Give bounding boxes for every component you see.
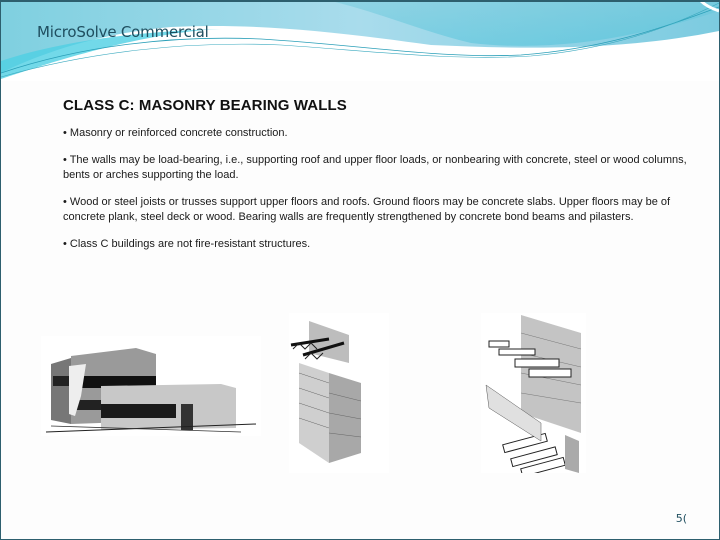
page-number: 5( bbox=[675, 512, 687, 525]
steel-joist-wall-image bbox=[289, 313, 389, 473]
bullet-4: • Class C buildings are not fire-resistant structures. bbox=[63, 238, 311, 250]
brand-title: MicroSolve Commercial bbox=[37, 23, 209, 41]
bullet-1: • Masonry or reinforced concrete construction. bbox=[63, 127, 288, 139]
masonry-building-image bbox=[41, 336, 261, 436]
header-wave-decoration bbox=[1, 1, 719, 81]
wood-joist-wall-image bbox=[481, 313, 586, 473]
slide-title: CLASS C: MASONRY BEARING WALLS bbox=[63, 97, 347, 114]
bullet-3: • Wood or steel joists or trusses support upper floors and roofs. Ground floors may be concrete slabs. Upper floors may be of concrete plank, steel deck or wood. Bearing walls are frequently strengthened by concrete bond beams and pilasters. bbox=[63, 196, 671, 223]
slide-content bbox=[63, 97, 703, 264]
bullet-2: • The walls may be load-bearing, i.e., supporting roof and upper floor loads, or nonbearing with concrete, steel or wood columns, bents or arches supporting the load. bbox=[63, 154, 687, 181]
